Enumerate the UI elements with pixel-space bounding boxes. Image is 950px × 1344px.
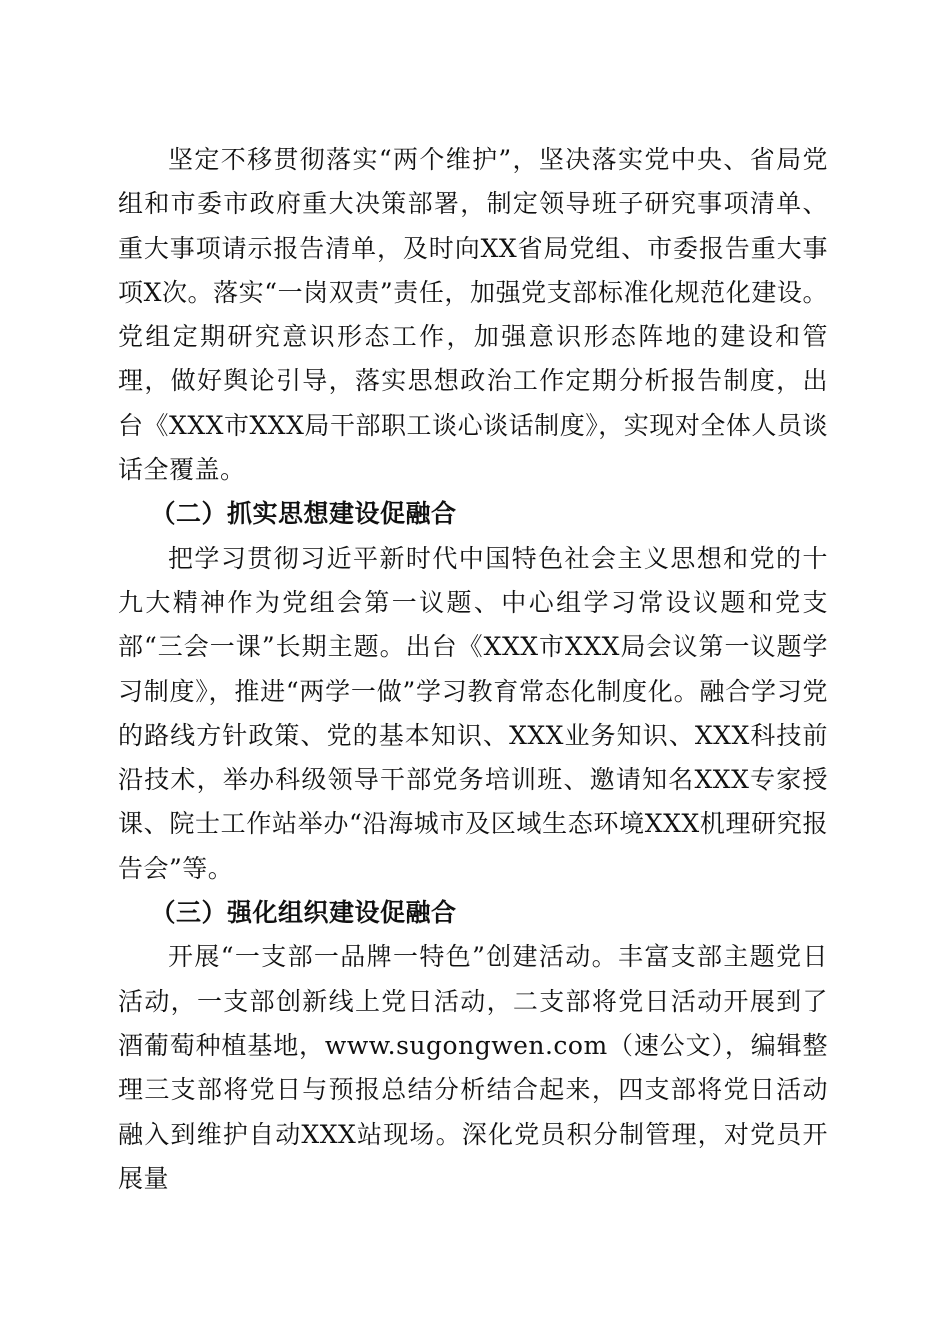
- paragraph-political-leadership: 坚定不移贯彻落实“两个维护”，坚决落实党中央、省局党组和市委市政府重大决策部署，制定领导班子研究事项清单、重大事项请示报告清单，及时向XX省局党组、市委报告重大事项X次。落实“一岗双责”责任，加强党支部标准化规范化建设。党组定期研究意识形态工作，加强意识形态阵地的建设和管理，做好舆论引导，落实思想政治工作定期分析报告制度，出台《XXX市XXX局干部职工谈心谈话制度》，实现对全体人员谈话全覆盖。: [118, 145, 828, 485]
- section-heading-organizational-building: （三）强化组织建设促融合: [150, 898, 457, 928]
- document-page: [118, 138, 828, 1201]
- paragraph-organizational-building: 开展“一支部一品牌一特色”创建活动。丰富支部主题党日活动，一支部创新线上党日活动，二支部将党日活动开展到了酒葡萄种植基地，www.sugongwen.com（速公文），编辑整理三支部将党日与预报总结分析结合起来，四支部将党日活动融入到维护自动XXX站现场。深化党员积分制管理，对党员开展量: [118, 942, 828, 1193]
- paragraph-ideological-building: 把学习贯彻习近平新时代中国特色社会主义思想和党的十九大精神作为党组会第一议题、中心组学习常设议题和党支部“三会一课”长期主题。出台《XXX市XXX局会议第一议题学习制度》，推进“两学一做”学习教育常态化制度化。融合学习党的路线方针政策、党的基本知识、XXX业务知识、XXX科技前沿技术，举办科级领导干部党务培训班、邀请知名XXX专家授课、院士工作站举办“沿海城市及区域生态环境XXX机理研究报告会”等。: [118, 543, 828, 883]
- section-heading-ideological-building: （二）抓实思想建设促融合: [150, 499, 457, 529]
